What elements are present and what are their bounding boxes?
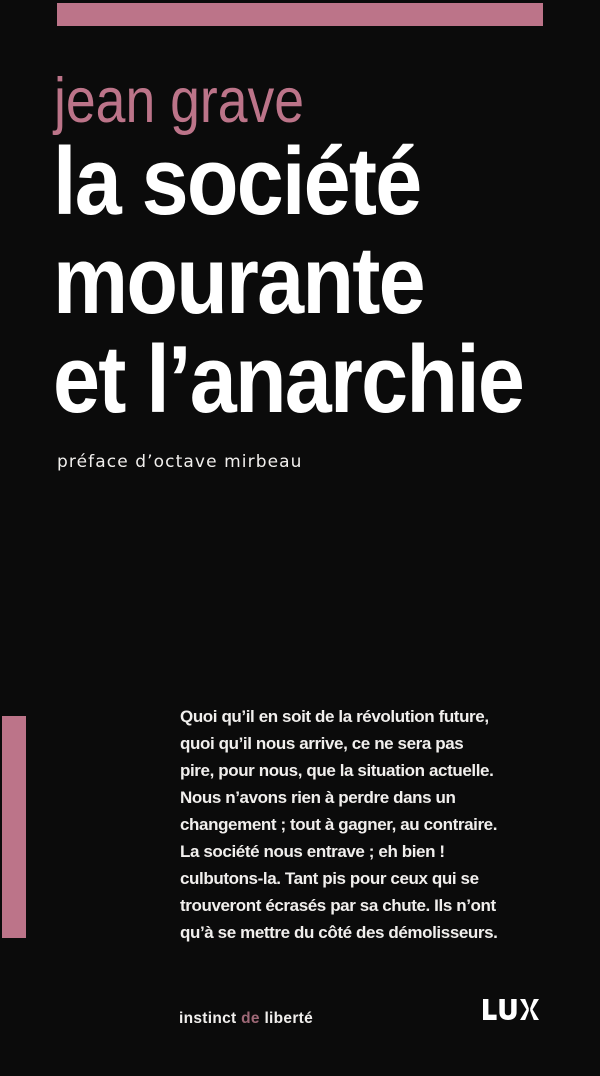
excerpt-line: quoi qu’il nous arrive, ce ne sera pas	[180, 734, 464, 753]
title-line-2: mourante	[53, 227, 424, 334]
top-accent-bar	[57, 3, 543, 26]
lux-letter-x-right	[530, 999, 539, 1020]
excerpt-line: La société nous entrave ; eh bien !	[180, 842, 445, 861]
collection-name	[179, 1009, 313, 1028]
excerpt-line: pire, pour nous, que la situation actuelle.	[180, 761, 494, 780]
excerpt-paragraph	[180, 703, 498, 946]
preface-credit: préface d’octave mirbeau	[57, 452, 303, 472]
excerpt-line: changement ; tout à gagner, au contraire.	[180, 815, 498, 834]
excerpt-line: trouveront écrasés par sa chute. Ils n’ont	[180, 896, 496, 915]
title-line-1: la société	[53, 128, 421, 235]
excerpt-line: Quoi qu’il en soit de la révolution future,	[180, 707, 489, 726]
excerpt-line: Nous n’avons rien à perdre dans un	[180, 788, 456, 807]
excerpt-line: culbutons-la. Tant pis pour ceux qui se	[180, 869, 479, 888]
book-title	[53, 128, 587, 433]
collection-word-accent: de	[241, 1010, 260, 1027]
title-line-3: et l’anarchie	[53, 326, 524, 433]
author-name: jean grave	[54, 66, 305, 136]
lux-letter-l	[483, 999, 497, 1020]
excerpt-line: qu’à se mettre du côté des démolisseurs.	[180, 923, 498, 942]
lux-publisher-logo-icon	[483, 999, 539, 1020]
lux-letter-x-left	[520, 999, 529, 1020]
collection-word-post: liberté	[264, 1010, 314, 1027]
lux-letter-u	[499, 999, 516, 1020]
collection-word-pre: instinct	[179, 1010, 237, 1027]
left-accent-bar	[2, 716, 26, 938]
